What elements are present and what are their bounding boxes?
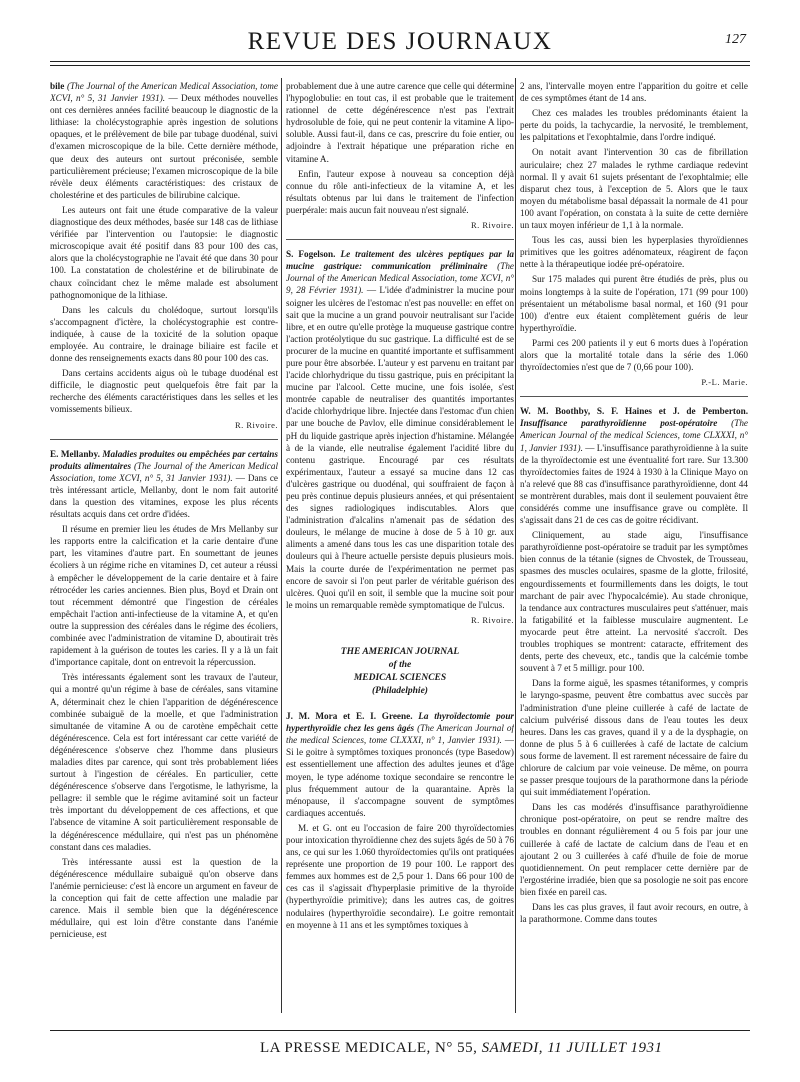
running-title: REVUE DES JOURNAUX [247,28,553,55]
paragraph: probablement due à une autre carence que celle qui détermine l'hypoglobulie: en tout cas, il est probable que le traitement rationnel de cette dégénérescence n'est pas l'extrait hydrosoluble de foie, qui ne peut contenir la vitamine A lipo-soluble. Aussi faut-il, dans ce cas, prescrire du foie entier, ou adjoindre à l'extrait hépatique une préparation riche en vitamine A. [286,81,514,164]
article-source: (The Journal of the American Medical Association, tome XCVI, n° 5, 31 Janvier 1931). [50,81,278,104]
article-source: (The American Journal of the medical Sciences, tome CLXXXI, n° 1, Janvier 1931). [520,418,748,453]
paragraph: Enfin, l'auteur expose à nouveau sa conception déjà connue du rôle anti-infectieux de la vitamine A, et les résultats obtenus par lui dans le traitement de l'infection puerpérale: mais aucun fait nouveau n'est signalé. [286,168,514,215]
header-rule-thin [50,65,750,66]
article-title: La thyroïdectomie pour hyperthyroïdie chez les gens âgés [286,711,514,734]
paragraph: Parmi ces 200 patients il y eut 6 morts dues à l'opération alors que la mortalité totale dans la série des 1.060 thyroïdectomies n'est que de 7 (0,66 pour 100). [520,337,748,373]
journal-city: (Philadelphie) [372,686,428,697]
author-signature: P.-L. Marie. [701,377,748,388]
column-2 [286,80,514,1010]
article-author: E. Mellanby. [50,448,100,459]
issue-number: N° 55, [435,1040,478,1056]
column-1 [50,80,278,1010]
issue-date: SAMEDI, 11 JUILLET 1931 [481,1040,663,1056]
article-separator [286,239,514,240]
paragraph: Tous les cas, aussi bien les hyperplasies thyroïdiennes primitives que les goitres adénomateux, réagirent de façon nette à la thérapeutique iodée pré-opératoire. [520,235,748,270]
paragraph: — L'idée d'administrer la mucine pour soigner les ulcères de l'estomac n'est pas nouvelle: en effet on sait que la mucine a un grand pouvoir neutralisant sur l'acide libre, et en outre qu'elle protège la muqueuse gastrique contre l'action protéolytique du suc gastrique. La difficulté est de se procurer de la mucine en quantité importante et suffisamment pure pour être absorbée. L'auteur y est parvenu en traitant par l'acide chlorhydrique du tissu gastrique, puis en précipitant la mucine par l'alcool. Cette mucine, une fois isolée, s'est montrée capable de neutraliser des quantités importantes d'acide chlorhydrique libre. Injectée dans l'estomac d'un chien par une bouche de Pavlov, elle diminue considérablement le pH du liquide gastrique après injection d'histamine. Mélangée à de la viande, elle neutralise également l'acidité libre du contenu gastrique. Encouragé par ces résultats expérimentaux, l'auteur a essayé sa mucine dans 12 cas d'ulcères gastrique ou duodénal, qui souffraient de façon à peu près continue depuis plusieurs années, et qui présentaient des signes radiologiques indiscutables. Alors que l'administration d'alcalins n'amenait pas de sédation des douleurs, le mélange de mucine à dose de 5 à 10 gr. aux aliments a amené dans tous les cas une disparition totale des douleurs qui à l'heure actuelle persiste depuis plusieurs mois. Mais la courte durée de l'expérimentation ne permet pas encore de savoir si l'on peut parler de véritable guérison des ulcères. Quoi qu'il en soit, il semble que la mucine soit pour le moins un remarquable remède symptomatique de l'ulcus. [286,285,514,610]
article-title: Maladies produites ou empêchées par certains produits alimentaires [50,448,278,471]
article-heading [520,405,748,526]
paragraph: Dans la forme aiguë, les spasmes tétaniformes, y compris le laryngo-spasme, peuvent être combattus avec succès par l'administration d'une pleine cuillerée à café de lactate de calcium pulvérisé dissous dans de l'eau toutes les deux heures. Dans les cas graves, quand il y a de la dysphagie, on donne de plus 5 à 6 cuillerées à café de lactate de calcium sous forme de lavement. Il est rarement nécessaire de faire du chlorure de calcium par voie veineuse. De même, on pourra se passer presque toujours de la parathormone dans la période qui suit immédiatement l'opération. [520,678,748,798]
paragraph: 2 ans, l'intervalle moyen entre l'apparition du goitre et celle de ces symptômes étant de 14 ans. [520,81,748,104]
author-signature: R. Rivoire. [470,614,514,625]
article-title: Le traitement des ulcères peptiques par la mucine gastrique: communication préliminaire [286,249,514,272]
journal-name-line: MEDICAL SCIENCES [353,673,447,684]
article-separator [520,396,748,397]
page-number: 127 [725,32,746,47]
journal-name-line: of the [388,660,412,671]
paragraph: — L'insuffisance parathyroïdienne à la suite de la thyroïdectomie est une éventualité fort rare. Sur 13.300 thyroïdectomies faites de 1924 à 1930 à la Clinique Mayo on n'a relevé que 88 cas d'insuffisance parathyroïdienne, dont 44 se montrèrent durables, mais dont il seulement pouvaient être considérés comme une insuffisance grave ou complète. Il s'agissait dans 21 de ces cas de goitre récidivant. [520,442,748,526]
paragraph: Dans les cas modérés d'insuffisance parathyroïdienne chronique post-opératoire, on peut se rendre maître des troubles en donnant régulièrement 4 ou 5 fois par jour une cuillerée à café de lactate de calcium dans de l'eau et en ajoutant 2 ou 3 cuillerées à café d'huile de foie de morue quotidiennement. On peut remplacer cette dernière par de l'ergostérine irradiée, bien que sa posologie ne soit pas encore bien fixée en pareil cas. [520,802,748,897]
paragraph: Il résume en premier lieu les études de Mrs Mellanby sur les rapports entre la calcification et la carie dentaire d'une part, les vitamines d'autre part. En soumettant de jeunes écoliers à un régime riche en vitamines D, cet auteur a réussi à empêcher le développement de la carie dentaire et à faire rétrocéder les caries anciennes. Bien plus, Boyd et Drain ont tout récemment démontré que l'ingestion de céréales empêchait l'action anti-infectieuse de la vitamine A, et qu'en outre la suppression des céréales dans le régime des écoliers, combinée avec l'administration de vitamine D, aboutirait très rapidement à la guérison de toutes les caries. Il y a là un fait d'importance capitale, dont on entrevoit la répercussion. [50,524,278,668]
paragraph: Chez ces malades les troubles prédominants étaient la perte du poids, la tachycardie, la nervosité, le tremblement, les palpitations et l'exophtalmie, dans l'ordre indiqué. [520,108,748,143]
article-heading [286,710,514,819]
paragraph: M. et G. ont eu l'occasion de faire 200 thyroïdectomies pour intoxication thyroïdienne chez des sujets âgés de 50 à 76 ans, ce qui sur les 1.060 thyroïdectomies qu'ils ont pratiquées représente une proportion de 19 pour 100. Le rapport des femmes aux hommes est de 2,5 pour 1. Dans 66 pour 100 de ces cas il s'agissait d'hyperplasie primitive de la thyroïde (hyperthyroïdie primitive); dans les autres cas, de goitres nodulaires (hyperthyroïdie secondaire). Le goitre remontait en moyenne à 11 ans et les symptômes toxiques à [286,822,514,930]
paragraph: — Si le goitre à symptômes toxiques prononcés (type Basedow) est essentiellement une affection des adultes jeunes et d'âge moyen, le type adénome toxique secondaire se rencontre le plus fréquemment autour de la quarantaine. Après la ménopause, il s'accompagne souvent de symptômes cardiaques accentués. [286,735,514,818]
column-3 [520,80,748,1010]
paragraph: Sur 175 malades qui purent être étudiés de près, plus ou moins longtemps à la suite de l'opération, 171 (99 pour 100) présentaient un métabolisme basal normal, et 160 (91 pour 100) d'entre eux étaient complètement guéris de leur hyperthyroïdie. [520,274,748,333]
article-source: (The Journal of the American Medical Association, tome XCVI, n° 5, 31 Janvier 1931). [50,460,278,483]
author-signature: R. Rivoire. [470,220,514,231]
article-author: J. M. Mora et E. I. Greene. [286,711,413,722]
paragraph: Les auteurs ont fait une étude comparative de la valeur diagnostique des deux méthodes, basée sur 148 cas de lithiase vérifiée par l'intervention ou l'autopsie: le diagnostic microscopique avait été positif dans 83 pour 100 des cas, alors que la cholécystographie ne l'avait été que dans 30 pour 100. La constatation de cholestérine et de bilirubinate de chaux coïncidant chez le même malade est absolument pathognomonique de la lithiase. [50,204,278,300]
paragraph: Dans les calculs du cholédoque, surtout lorsqu'ils s'accompagnent d'ictère, la cholécystographie est contre-indiquée, à cause de la toxicité de la solution opaque employée. Au contraire, le drainage biliaire est facile et donne des renseignements exacts dans 80 pour 100 des cas. [50,304,278,364]
paragraph: Dans certains accidents aigus où le tubage duodénal est difficile, le diagnostic peut quelquefois être fait par la recherche des éléments caractéristiques dans les selles et les vomissements bilieux. [50,368,278,415]
paragraph: Très intéressants également sont les travaux de l'auteur, qui a montré qu'un régime à base de céréales, sans vitamine A, déterminait chez le chien l'apparition de dégénérescence combinée subaiguë de la moelle, et que l'administration simultanée de vitamine A ou de carotène empêchait cette dégénérescence. Cela est fort intéressant car cette variété de dégénérescence s'observe chez l'homme dans plusieurs maladies dites par carence, qui sont très probablement liées surtout à l'ingestion de céréales. En particulier, cette dégénérescence s'observe dans l'ergotisme, le lathyrisme, la pellagre: il semble que le régime avitaminé soit un facteur très important du développement de ces affections, et que l'absence de vitamine A soit particulièrement responsable de la dégénérescence médullaire, qui n'est pas un phénomène constant dans ces maladies. [50,672,278,852]
journal-name: LA PRESSE MEDICALE, [260,1040,431,1056]
article-source: (The American Journal of the medical Sciences, tome CLXXXI, n° 1, Janvier 1931). [286,723,514,746]
paragraph: — Deux méthodes nouvelles ont ces dernières années facilité beaucoup le diagnostic de la lithiase: la cholécystographie après ingestion de solutions opaques, et le prélèvement de bile par tubage duodénal, suivi d'examen microscopique de la bile. Cette dernière méthode, que deux des auteurs ont surtout préconisée, semble particulièrement précieuse; l'examen microscopique de la bile révèle deux éléments caractéristiques: des cristaux de cholestérine et des particules de bilirubine calcique. [50,93,278,200]
article-continuation [50,80,278,201]
footer-line [260,1040,663,1057]
article-title: Insuffisance parathyroïdienne post-opératoire [520,418,718,429]
column-divider [281,78,282,1013]
header-rule [50,61,750,62]
column-divider [515,78,516,1013]
journal-name-line: THE AMERICAN JOURNAL [340,647,460,658]
page-footer [50,1030,750,1056]
paragraph: On notait avant l'intervention 30 cas de fibrillation auriculaire; chez 27 malades le rythme cardiaque redevint normal. Il y avait 61 sujets présentant de l'exophtalmie; elle disparut chez tous, à l'exception de 5. Alors que le taux moyen du métabolisme basal dépassait la normale de 41 pour 100 avant l'opération, on constata à la suite de cette dernière un taux moyen inférieur de 1,1 à la normale. [520,147,748,231]
page-header [50,28,750,58]
article-separator [50,439,278,440]
article-author: W. M. Boothby, S. F. Haines et J. de Pemberton. [520,406,748,417]
article-author: S. Fogelson. [286,249,336,260]
paragraph: Cliniquement, au stade aigu, l'insuffisance parathyroïdienne post-opératoire se traduit par les symptômes bien connus de la tétanie (signes de Chvostek, de Trousseau, spasmes des muscles oculaires, spasme de la glotte, frilosité, engourdissements et fourmillements dans les doigts, le tout marchant de pair avec l'hypocalcémie). Au stade chronique, la tendance aux contractures musculaires peut s'atténuer, mais la fatigabilité et la faiblesse musculaire augmentent. Le myocarde peut être atteint. La nervosité s'accroît. Des troubles trophiques se montrent: cataracte, effritement des dents, perte des cheveux, etc., tandis que la calcémie tombe souvent à 7 et 5 milligr. pour 100. [520,530,748,674]
paragraph: Dans les cas plus graves, il faut avoir recours, en outre, à la parathormone. Comme dans toutes [520,902,748,925]
journal-section-heading [286,646,514,698]
article-heading [50,448,278,521]
paragraph: Très intéressante aussi est la question de la dégénérescence médullaire subaiguë qu'on observe dans l'anémie pernicieuse: c'est là encore un argument en faveur de la conception qui fait de cette affection une maladie par carence. Mais il semble bien que la dégénérescence médullaire, qui est loin d'être constante dans l'anémie pernicieuse, est [50,856,278,940]
article-heading [286,248,514,611]
article-source: (The Journal of the American Medical Association, tome XCVI, n° 9, 28 Février 1931). [286,261,514,296]
paragraph: — Dans ce très intéressant article, Mellanby, dont le nom fait autorité dans la question des vitamines, expose les plus récents résultats acquis dans cet ordre d'idées. [50,472,278,520]
article-lead-word: bile [50,81,65,91]
author-signature: R. Rivoire. [234,419,278,430]
footer-rule [50,1030,750,1031]
